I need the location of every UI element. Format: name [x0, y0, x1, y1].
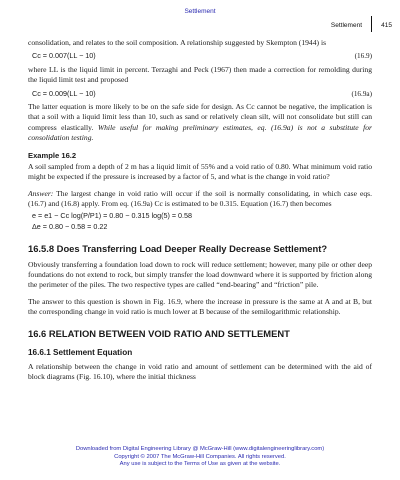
paragraph: consolidation, and relates to the soil composition. A relationship suggested by Skempton (1944) is — [28, 38, 327, 47]
paragraph: The answer to this question is shown in Fig. 16.9, where the increase in pressure is the same at A and at B, but the corresponding change in void ratio is much lower at B because of the semilogarithmic relationship. — [28, 296, 372, 317]
equation-number: (16.9a) — [351, 89, 372, 98]
header-link[interactable]: Settlement — [184, 8, 216, 15]
paragraph-italic-text: While useful for making preliminary estimates, eq. (16.9a) is not a substitute for consolidation testing. — [28, 122, 372, 143]
paragraph-text: The latter equation is more likely to be on the safe side for design. As Cc cannot be negative, the implication is that a soil with a liquid limit less than 10, such as sand or relatively clean silt, will not consolidate but still can compress elastically. — [28, 102, 372, 132]
section-heading: 16.5.8 Does Transferring Load Deeper Really Decrease Settlement? — [28, 242, 328, 254]
footer-terms-link[interactable]: Any use is subject to the Terms of Use as given at the website. — [119, 461, 281, 468]
page-number: 415 — [381, 22, 392, 29]
paragraph: A relationship between the change in void ratio and amount of settlement can be determined with the aid of block diagrams (Fig. 16.10), where the initial thickness — [28, 361, 372, 382]
footer-copyright: Copyright © 2007 The McGraw-Hill Companies. All rights reserved. — [114, 453, 286, 460]
answer-text: The largest change in void ratio will occur if the soil is normally consolidating, in which case eqs. (16.7) and (16.8) apply. From eq. (16.9a) Cc is estimated to be 0.315. Equation (16.7) then becomes — [28, 188, 372, 209]
page-body — [28, 38, 372, 383]
subsection-heading: 16.6.1 Settlement Equation — [28, 347, 133, 357]
running-title: Settlement — [330, 22, 362, 29]
paragraph: Obviously transferring a foundation load down to rock will reduce settlement; however, many pile or other deep foundations do not extend to rock, but simply transfer the load downward where it is supported by friction along the perimeter of the piles. The two respective types are called “end-bearing” and “friction” pile. — [28, 259, 372, 290]
paragraph — [28, 102, 372, 144]
example-title: Example 16.2 — [28, 150, 77, 160]
footer-download-link[interactable]: Downloaded from Digital Engineering Library @ McGraw-Hill (www.digitalengineeringlibrary.com) — [75, 446, 325, 452]
equation-16-9a — [32, 89, 372, 99]
answer-label: Answer: — [28, 188, 54, 198]
answer-paragraph — [28, 189, 372, 210]
example-text: A soil sampled from a depth of 2 m has a liquid limit of 55% and a void ratio of 0.80. What minimum void ratio might be expected if the pressure is increased by a factor of 5, and what is the change in void ratio? — [28, 162, 372, 182]
paragraph: where LL is the liquid limit in percent. Terzaghi and Peck (1967) then made a correction for remolding during the liquid limit test and proposed — [28, 64, 372, 85]
equation-number: (16.9) — [354, 52, 372, 61]
page-footer — [0, 446, 400, 469]
answer-equation: Δe = 0.80 − 0.58 = 0.22 — [32, 222, 108, 232]
equation-formula: Cc = 0.007(LL − 10) — [32, 51, 96, 61]
equation-16-9 — [32, 51, 372, 61]
section-heading: 16.6 RELATION BETWEEN VOID RATIO AND SETTLEMENT — [28, 327, 290, 339]
answer-equation: e = e1 − Cc log(P/P1) = 0.80 − 0.315 log(5) = 0.58 — [32, 210, 193, 220]
equation-formula: Cc = 0.009(LL − 10) — [32, 88, 96, 98]
header-divider — [371, 16, 372, 32]
